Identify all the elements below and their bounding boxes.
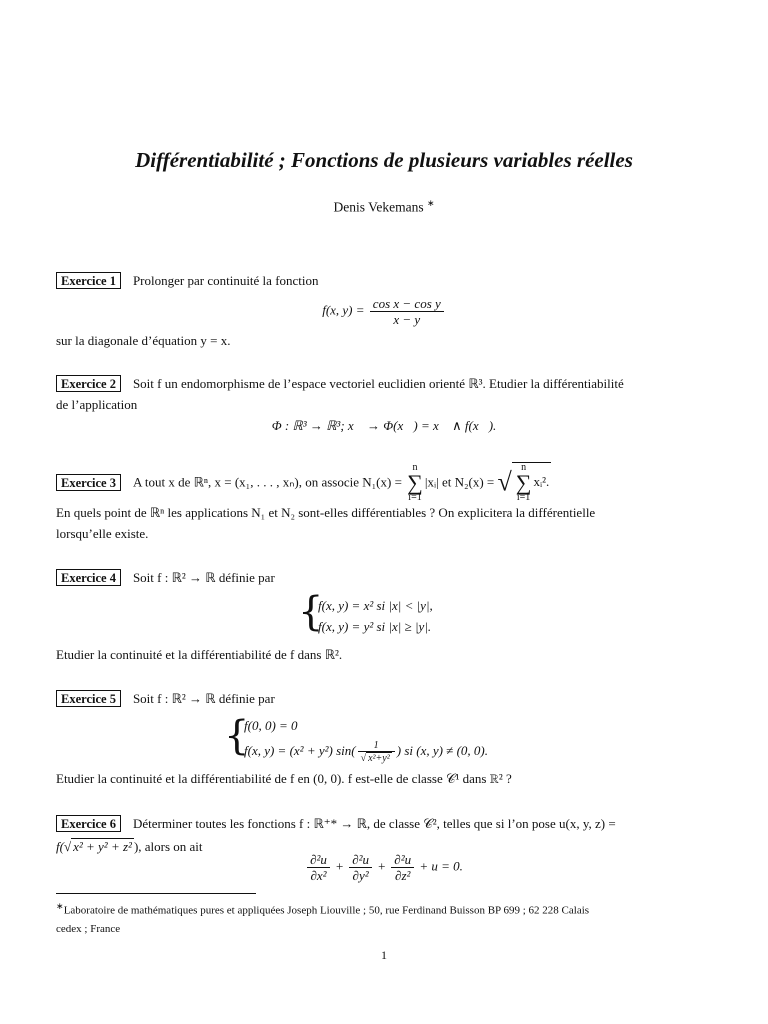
exercise-2-intro — [56, 375, 716, 392]
exercise-4-cases — [298, 589, 538, 636]
exercise-3-line3: lorsqu’elle existe. — [56, 526, 149, 541]
exercise-6-frac-x — [307, 852, 330, 883]
exercise-6-text: Déterminer toutes les fonctions f : ℝ⁺* → ℝ, de classe 𝒞², telles que si l’on pose u(x, y, z) = — [132, 816, 616, 831]
exercise-1-fraction — [370, 296, 444, 327]
exercise-2-formula: Φ : ℝ³ → ℝ³; x⃗ → Φ(x⃗) = x⃗ ∧ f(x⃗). — [271, 418, 497, 433]
exercise-4-label: Exercice 4 — [56, 569, 121, 586]
exercise-6-den-z: ∂z² — [395, 868, 411, 883]
sum-1-upper: n — [412, 461, 418, 473]
author — [0, 198, 768, 216]
exercise-3-text-c: xᵢ². — [533, 473, 550, 489]
exercise-3-text-b: |xᵢ| et N₂(x) = — [424, 474, 495, 490]
exercise-3-sqrt — [512, 462, 551, 503]
exercise-3-text-a: A tout x de ℝⁿ, x = (x₁, . . . , xₙ), on associe N₁(x) = — [132, 474, 402, 490]
exercise-5-numerator: 1 — [358, 740, 395, 752]
exercise-4-case-1: f(x, y) = x² si |x| < |y|, — [318, 598, 433, 613]
exercise-6-num-y: ∂²u — [349, 852, 372, 868]
exercise-5-case-2-a: f(x, y) = (x² + y²) sin( — [244, 742, 356, 758]
left-brace-icon: { — [224, 713, 250, 759]
exercise-6-line2-a: f( — [56, 839, 64, 854]
exercise-1-denominator: x − y — [393, 312, 421, 327]
exercise-2-text: Soit f un endomorphisme de l’espace vectoriel euclidien orienté ℝ³. Etudier la différentiabilité — [132, 376, 624, 391]
sum-2-upper: n — [521, 462, 527, 473]
exercise-5-fraction — [358, 740, 395, 764]
exercise-4-after: Etudier la continuité et la différentiabilité de f dans ℝ². — [56, 647, 343, 662]
exercise-3-intro — [56, 462, 716, 502]
plus-sign: + — [377, 858, 387, 874]
exercise-5-cases — [224, 712, 564, 764]
exercise-5-label: Exercice 5 — [56, 690, 121, 707]
exercise-1-formula — [0, 296, 768, 327]
footnote-line-1: Laboratoire de mathématiques pures et appliquées Joseph Liouville ; 50, rue Ferdinand Buisson BP 699 ; 62 228 Calais — [63, 904, 590, 917]
exercise-4-intro — [56, 569, 716, 586]
exercise-3-sum-2 — [516, 463, 532, 503]
sigma-icon: ∑ — [407, 469, 423, 495]
exercise-1-text: Prolonger par continuité la fonction — [132, 273, 319, 288]
exercise-3-label: Exercice 3 — [56, 474, 121, 491]
sum-2-lower: i=1 — [516, 492, 531, 503]
exercise-1-numerator: cos x − cos y — [370, 296, 444, 312]
sigma-icon: ∑ — [515, 470, 532, 495]
footnote-mark: ∗ — [56, 901, 64, 911]
page-number: 1 — [381, 948, 387, 962]
exercise-2-label: Exercice 2 — [56, 375, 121, 392]
exercise-1-intro — [56, 272, 716, 289]
exercise-6-intro — [56, 815, 716, 832]
exercise-4-text: Soit f : ℝ² → ℝ définie par — [132, 570, 275, 585]
exercise-3-line2: En quels point de ℝⁿ les applications N₁ et N₂ sont-elles différentiables ? On explicitera la différentielle — [56, 505, 596, 520]
exercise-1-label: Exercice 1 — [56, 272, 121, 289]
exercise-6-line2-b: ), alors on ait — [133, 839, 203, 854]
exercise-2-text2: de l’application — [56, 397, 138, 412]
exercise-5-case-2 — [244, 740, 488, 764]
left-brace-icon: { — [298, 589, 324, 635]
exercise-6-label: Exercice 6 — [56, 815, 121, 832]
author-name: Denis Vekemans — [333, 199, 424, 215]
exercise-5-after: Etudier la continuité et la différentiabilité de f en (0, 0). f est-elle de classe 𝒞¹ dans ℝ² ? — [56, 771, 512, 786]
exercise-5-case-2-b: ) si (x, y) ≠ (0, 0). — [396, 742, 488, 758]
exercise-5-case-1: f(0, 0) = 0 — [244, 718, 298, 733]
exercise-6-frac-z — [391, 852, 414, 883]
exercise-6-num-x: ∂²u — [307, 852, 330, 868]
exercise-6-frac-y — [349, 852, 372, 883]
footnote — [56, 897, 716, 938]
exercise-1-formula-lhs: f(x, y) = — [322, 302, 365, 318]
author-footnote-mark: ∗ — [426, 198, 435, 208]
exercise-1-after: sur la diagonale d’équation y = x. — [56, 333, 231, 348]
footnote-line-2: cedex ; France — [56, 922, 121, 935]
sum-1-lower: i=1 — [408, 491, 422, 503]
exercise-6-equation — [0, 852, 768, 883]
page-title: Différentiabilité ; Fonctions de plusieurs variables réelles — [135, 148, 633, 172]
sqrt-icon: √ — [63, 839, 72, 854]
plus-sign: + — [335, 858, 344, 874]
exercise-5-sqrt: x²+y² — [368, 753, 390, 764]
exercise-3-sum-1 — [407, 463, 423, 503]
exercise-5-text: Soit f : ℝ² → ℝ définie par — [132, 691, 275, 706]
footnote-rule — [56, 893, 256, 894]
exercise-5-denominator: √ x²+y² — [360, 753, 390, 764]
sqrt-icon: √ — [497, 467, 512, 497]
exercise-6-sqrt: x² + y² + z² — [73, 839, 132, 854]
exercise-6-den-y: ∂y² — [352, 868, 369, 883]
exercise-5-intro — [56, 690, 716, 707]
exercise-6-den-x: ∂x² — [310, 868, 327, 883]
exercise-6-eq-tail: + u = 0. — [419, 858, 463, 874]
exercise-6-num-z: ∂²u — [391, 852, 414, 868]
exercise-4-case-2: f(x, y) = y² si |x| ≥ |y|. — [318, 619, 432, 634]
